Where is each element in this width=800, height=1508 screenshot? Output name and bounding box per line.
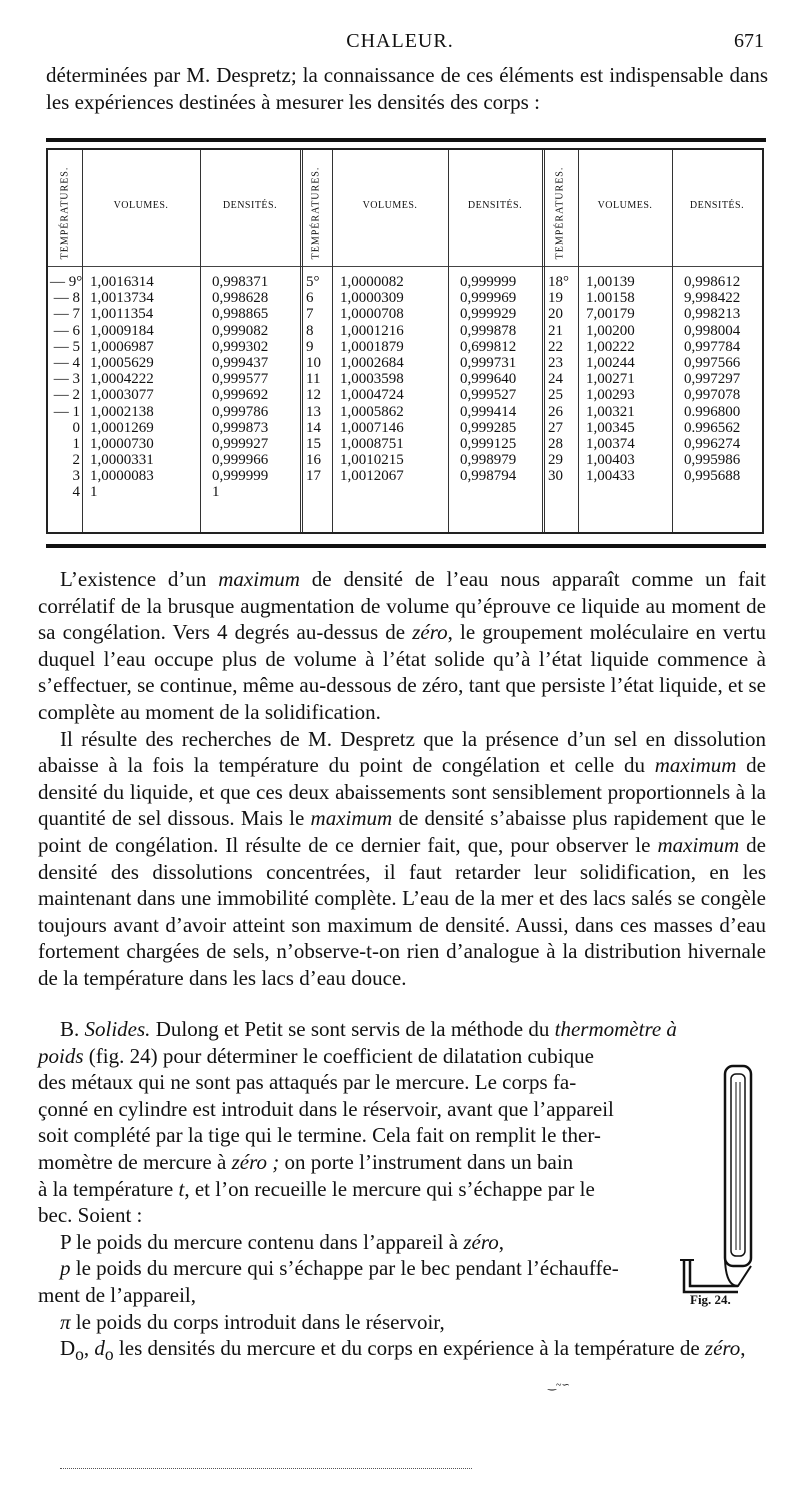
solides-line: soit complété par la tige qui le termine. Cela fait on remplit le ther-: [38, 1123, 601, 1148]
header-densites: DENSITÉS.: [467, 200, 523, 211]
solides-line: B. Solides. Dulong et Petit se sont servis de la méthode du thermomètre à: [60, 1017, 677, 1041]
density-cell: 0,997784: [684, 338, 741, 355]
table-row: [300, 420, 542, 436]
intro-paragraph: déterminées par M. Despretz; la connaissance de ces éléments est indispensable dans les expériences destinées à mesurer les densités des corps :: [46, 63, 768, 114]
volume-cell: 1,00200: [586, 322, 635, 339]
table-row: [542, 436, 762, 452]
temperature-cell: — 5: [53, 338, 80, 355]
temperature-cell: — 3: [53, 371, 80, 388]
temperature-cell: — 1: [53, 403, 80, 420]
density-cell: 0,999414: [460, 403, 517, 420]
table-row: [300, 306, 542, 322]
table-row: [542, 420, 762, 436]
table-row: [542, 404, 762, 420]
body-paragraph: L’existence d’un maximum de densité de l’eau nous apparaît comme un fait corrélatif de la brusque augmentation de volume qu’éprouve ce liquide au moment de sa congélation. Vers 4 degrés au-dessus de zéro, le groupement moléculaire en vertu duquel l’eau occupe plus de volume à l’état solide qu’à l’état liquide commence à s’effectuer, se continue, même au-dessous de zéro, tant que persiste l’état liquide, et se complète au moment de la solidification.: [38, 567, 767, 724]
temperature-cell: 20: [548, 306, 563, 323]
footer-rule: [60, 1468, 472, 1469]
density-table: [46, 138, 766, 548]
header-temperatures-label: TEMPÉRATURES.: [310, 166, 322, 260]
solides-line: p le poids du mercure qui s’échappe par le bec pendant l’échauffe-: [60, 1256, 619, 1281]
volume-cell: 1,0006987: [90, 338, 154, 355]
density-cell: 0,999082: [212, 322, 269, 339]
volume-cell: 1,0016314: [90, 274, 154, 290]
temperature-cell: 6: [306, 290, 314, 307]
volume-cell: 1,0007146: [340, 419, 404, 436]
temperature-cell: 3: [72, 468, 80, 485]
volume-cell: 1,00139: [586, 274, 635, 290]
density-cell: 0,999577: [212, 371, 269, 388]
density-cell: 0,999731: [460, 354, 517, 371]
density-cell: 0,999302: [212, 338, 269, 355]
temperature-cell: — 2: [53, 387, 80, 404]
solides-line: ment de l’appareil,: [38, 1282, 197, 1307]
header-volumes: VOLUMES.: [597, 200, 653, 211]
temperature-cell: 9: [306, 338, 314, 355]
temperature-cell: 12: [306, 387, 321, 404]
density-cell: 0,999437: [212, 354, 269, 371]
volume-cell: 1,00433: [586, 468, 635, 485]
temperature-cell: — 4: [53, 354, 80, 371]
table-row: [542, 387, 762, 403]
temperature-cell: — 7: [53, 306, 80, 323]
temperature-cell: 4: [72, 484, 80, 501]
temperature-cell: 18°: [548, 274, 569, 290]
density-cell: 0,996274: [684, 435, 741, 452]
density-cell: 0,999527: [460, 387, 517, 404]
temperature-cell: 22: [548, 338, 563, 355]
figure-caption: Fig. 24.: [690, 1292, 731, 1307]
table-row: [48, 387, 300, 403]
table-row: [48, 420, 300, 436]
table-row: [542, 339, 762, 355]
density-cell: 0,997078: [684, 387, 741, 404]
volume-cell: 1,0000309: [340, 290, 404, 307]
table-group-1: [48, 274, 300, 501]
header-temperatures-label: TEMPÉRATURES.: [554, 166, 566, 260]
volume-cell: 1,0000708: [340, 306, 404, 323]
header-temperatures: [548, 158, 572, 268]
temperature-cell: 29: [548, 452, 563, 469]
density-cell: 0,999125: [460, 435, 517, 452]
solides-line: poids (fig. 24) pour déterminer le coefficient de dilatation cubique: [38, 1043, 594, 1068]
table-row: [300, 436, 542, 452]
table-row: [300, 290, 542, 306]
table-row: [48, 274, 300, 290]
table-row: [48, 355, 300, 371]
header-volumes: VOLUMES.: [113, 200, 169, 211]
table-row: [542, 452, 762, 468]
page-number: 671: [734, 30, 764, 52]
solides-line: à la température t, et l’on recueille le mercure qui s’échappe par le: [38, 1176, 595, 1201]
volume-cell: 1,0013734: [90, 290, 154, 307]
temperature-cell: 25: [548, 387, 563, 404]
volume-cell: 1,0001216: [340, 322, 404, 339]
volume-cell: 1,0000082: [340, 274, 404, 290]
table-row: [300, 274, 542, 290]
density-cell: 0,998794: [460, 468, 517, 485]
volume-cell: 1,0009184: [90, 322, 154, 339]
table-row: [542, 274, 762, 290]
temperature-cell: 24: [548, 371, 563, 388]
volume-cell: 1,0000730: [90, 435, 154, 452]
volume-cell: 1,0001269: [90, 419, 154, 436]
density-cell: 0,998628: [212, 290, 269, 307]
header-rule: [48, 266, 762, 267]
table-row: [48, 306, 300, 322]
density-cell: 0,999285: [460, 419, 517, 436]
volume-cell: 1,0003598: [340, 371, 404, 388]
density-cell: 0,997566: [684, 354, 741, 371]
header-temperatures: [53, 158, 77, 268]
volume-cell: 1,0011354: [90, 306, 154, 323]
table-row: [300, 339, 542, 355]
volume-cell: 1,0010215: [340, 452, 404, 469]
volume-cell: 1,00374: [586, 435, 635, 452]
solides-line: $D_o$, $d_o$ les densités du mercure et du corps en expérience à la température de zéro,: [60, 1336, 746, 1365]
temperature-cell: 8: [306, 322, 314, 339]
table-row: [48, 290, 300, 306]
density-cell: 1: [212, 484, 220, 501]
volume-cell: 1,0004724: [340, 387, 404, 404]
density-cell: 0.996800: [684, 403, 741, 420]
solides-line: des métaux qui ne sont pas attaqués par le mercure. Le corps fa-: [38, 1070, 577, 1095]
temperature-cell: 17: [306, 468, 321, 485]
density-cell: 0,999929: [460, 306, 517, 323]
density-cell: 0,999878: [460, 322, 517, 339]
thermometer-figure: [676, 1060, 762, 1310]
density-cell: 0,998865: [212, 306, 269, 323]
solides-section: [38, 1016, 766, 1365]
temperature-cell: 30: [548, 468, 563, 485]
temperature-cell: 0: [72, 419, 80, 436]
temperature-cell: 1: [72, 435, 80, 452]
table-row: [48, 452, 300, 468]
volume-cell: 1,0008751: [340, 435, 404, 452]
table-row: [300, 387, 542, 403]
density-cell: 0,999640: [460, 371, 517, 388]
temperature-cell: 23: [548, 354, 563, 371]
density-cell: 0,998371: [212, 274, 269, 290]
temperature-cell: — 8: [53, 290, 80, 307]
table-row: [48, 323, 300, 339]
volume-cell: 1,0004222: [90, 371, 154, 388]
table-row: [300, 468, 542, 484]
table-row: [48, 371, 300, 387]
density-cell: 9,998422: [684, 290, 741, 307]
temperature-cell: — 9°: [50, 274, 83, 290]
table-frame: [46, 148, 764, 534]
temperature-cell: 26: [548, 403, 563, 420]
density-cell: 0,998004: [684, 322, 741, 339]
density-cell: 0,999966: [212, 452, 269, 469]
volume-cell: 1,0002684: [340, 354, 404, 371]
density-cell: 0,999927: [212, 435, 269, 452]
density-cell: 0,999873: [212, 419, 269, 436]
body-paragraph: Il résulte des recherches de M. Despretz que la présence d’un sel en dissolution abaisse à la fois la température du point de congélation et celle du maximum de densité du liquide, et que ces deux abaissements sont sensiblement proportionnels à la quantité de sel dissous. Mais le maximum de densité s’abaisse plus rapidement que le point de congélation. Il résulte de ce dernier fait, que, pour observer le maximum de densité des dissolutions concentrées, il faut retarder leur solidification, en les maintenant dans une immobilité complète. L’eau de la mer et des lacs salés se congèle toujours avant d’avoir atteint son maximum de densité. Aussi, dans ces masses d’eau fortement chargées de sels, n’observe-t-on rien d’analogue à la distribution hivernale de la température dans les lacs d’eau douce.: [38, 726, 767, 990]
table-row: [48, 339, 300, 355]
temperature-cell: 14: [306, 419, 321, 436]
volume-cell: 1.00158: [586, 290, 635, 307]
temperature-cell: 21: [548, 322, 563, 339]
volume-cell: 1,0001879: [340, 338, 404, 355]
header-temperatures-label: TEMPÉRATURES.: [59, 166, 71, 260]
header-densites: DENSITÉS.: [689, 200, 745, 211]
volume-cell: 1,0005629: [90, 354, 154, 371]
weight-thermometer-icon: [676, 1060, 762, 1310]
volume-cell: 1,0012067: [340, 468, 404, 485]
table-row: [300, 452, 542, 468]
header-temperatures: [304, 158, 328, 268]
table-row: [48, 404, 300, 420]
temperature-cell: 2: [72, 452, 80, 469]
volume-cell: 1,00321: [586, 403, 635, 420]
volume-cell: 1,0003077: [90, 387, 154, 404]
temperature-cell: 11: [306, 371, 321, 388]
header-volumes: VOLUMES.: [362, 200, 418, 211]
temperature-cell: 5°: [306, 274, 320, 290]
body-text: [38, 566, 766, 992]
ornament: ‿~∽: [548, 1380, 570, 1391]
temperature-cell: 7: [306, 306, 314, 323]
running-title: CHALEUR.: [346, 30, 454, 52]
volume-cell: 1,00271: [586, 371, 635, 388]
temperature-cell: 27: [548, 419, 563, 436]
volume-cell: 1,0005862: [340, 403, 404, 420]
table-row: [542, 371, 762, 387]
temperature-cell: 28: [548, 435, 563, 452]
volume-cell: 1,00345: [586, 419, 635, 436]
table-row: [542, 323, 762, 339]
volume-cell: 1: [90, 484, 98, 501]
density-cell: 0,999999: [212, 468, 269, 485]
solides-line: momètre de mercure à zéro ; on porte l’instrument dans un bain: [38, 1149, 574, 1174]
density-cell: 0,997297: [684, 371, 741, 388]
density-cell: 0,995986: [684, 452, 741, 469]
table-row: [542, 355, 762, 371]
table-group-2: [300, 274, 542, 484]
solides-line: P le poids du mercure contenu dans l’appareil à zéro,: [60, 1229, 504, 1254]
temperature-cell: 10: [306, 354, 321, 371]
solides-line: çonné en cylindre est introduit dans le réservoir, avant que l’appareil: [38, 1096, 614, 1121]
temperature-cell: 15: [306, 435, 321, 452]
table-row: [542, 290, 762, 306]
table-row: [48, 436, 300, 452]
table-row: [48, 484, 300, 500]
table-row: [48, 468, 300, 484]
density-cell: 0,999999: [460, 274, 517, 290]
table-row: [542, 306, 762, 322]
header-densites: DENSITÉS.: [222, 200, 278, 211]
solides-line: π le poids du corps introduit dans le réservoir,: [60, 1309, 445, 1334]
volume-cell: 1,0000331: [90, 452, 154, 469]
density-cell: 0,995688: [684, 468, 741, 485]
temperature-cell: 19: [548, 290, 563, 307]
density-cell: 0,699812: [460, 338, 517, 355]
temperature-cell: 16: [306, 452, 321, 469]
density-cell: 0,998612: [684, 274, 741, 290]
volume-cell: 1,00244: [586, 354, 635, 371]
density-cell: 0,998213: [684, 306, 741, 323]
solides-line: bec. Soient :: [38, 1203, 143, 1228]
volume-cell: 1,0002138: [90, 403, 154, 420]
temperature-cell: — 6: [53, 322, 80, 339]
density-cell: 0,998979: [460, 452, 517, 469]
table-row: [300, 404, 542, 420]
volume-cell: 1,0000083: [90, 468, 154, 485]
page-header: [0, 30, 800, 54]
table-row: [300, 355, 542, 371]
volume-cell: 1,00222: [586, 338, 635, 355]
table-row: [300, 323, 542, 339]
table-row: [300, 371, 542, 387]
volume-cell: 1,00403: [586, 452, 635, 469]
volume-cell: 1,00293: [586, 387, 635, 404]
table-group-3: [542, 274, 762, 484]
density-cell: 0.996562: [684, 419, 741, 436]
table-row: [542, 468, 762, 484]
density-cell: 0,999786: [212, 403, 269, 420]
volume-cell: 7,00179: [586, 306, 635, 323]
density-cell: 0,999969: [460, 290, 517, 307]
temperature-cell: 13: [306, 403, 321, 420]
density-cell: 0,999692: [212, 387, 269, 404]
